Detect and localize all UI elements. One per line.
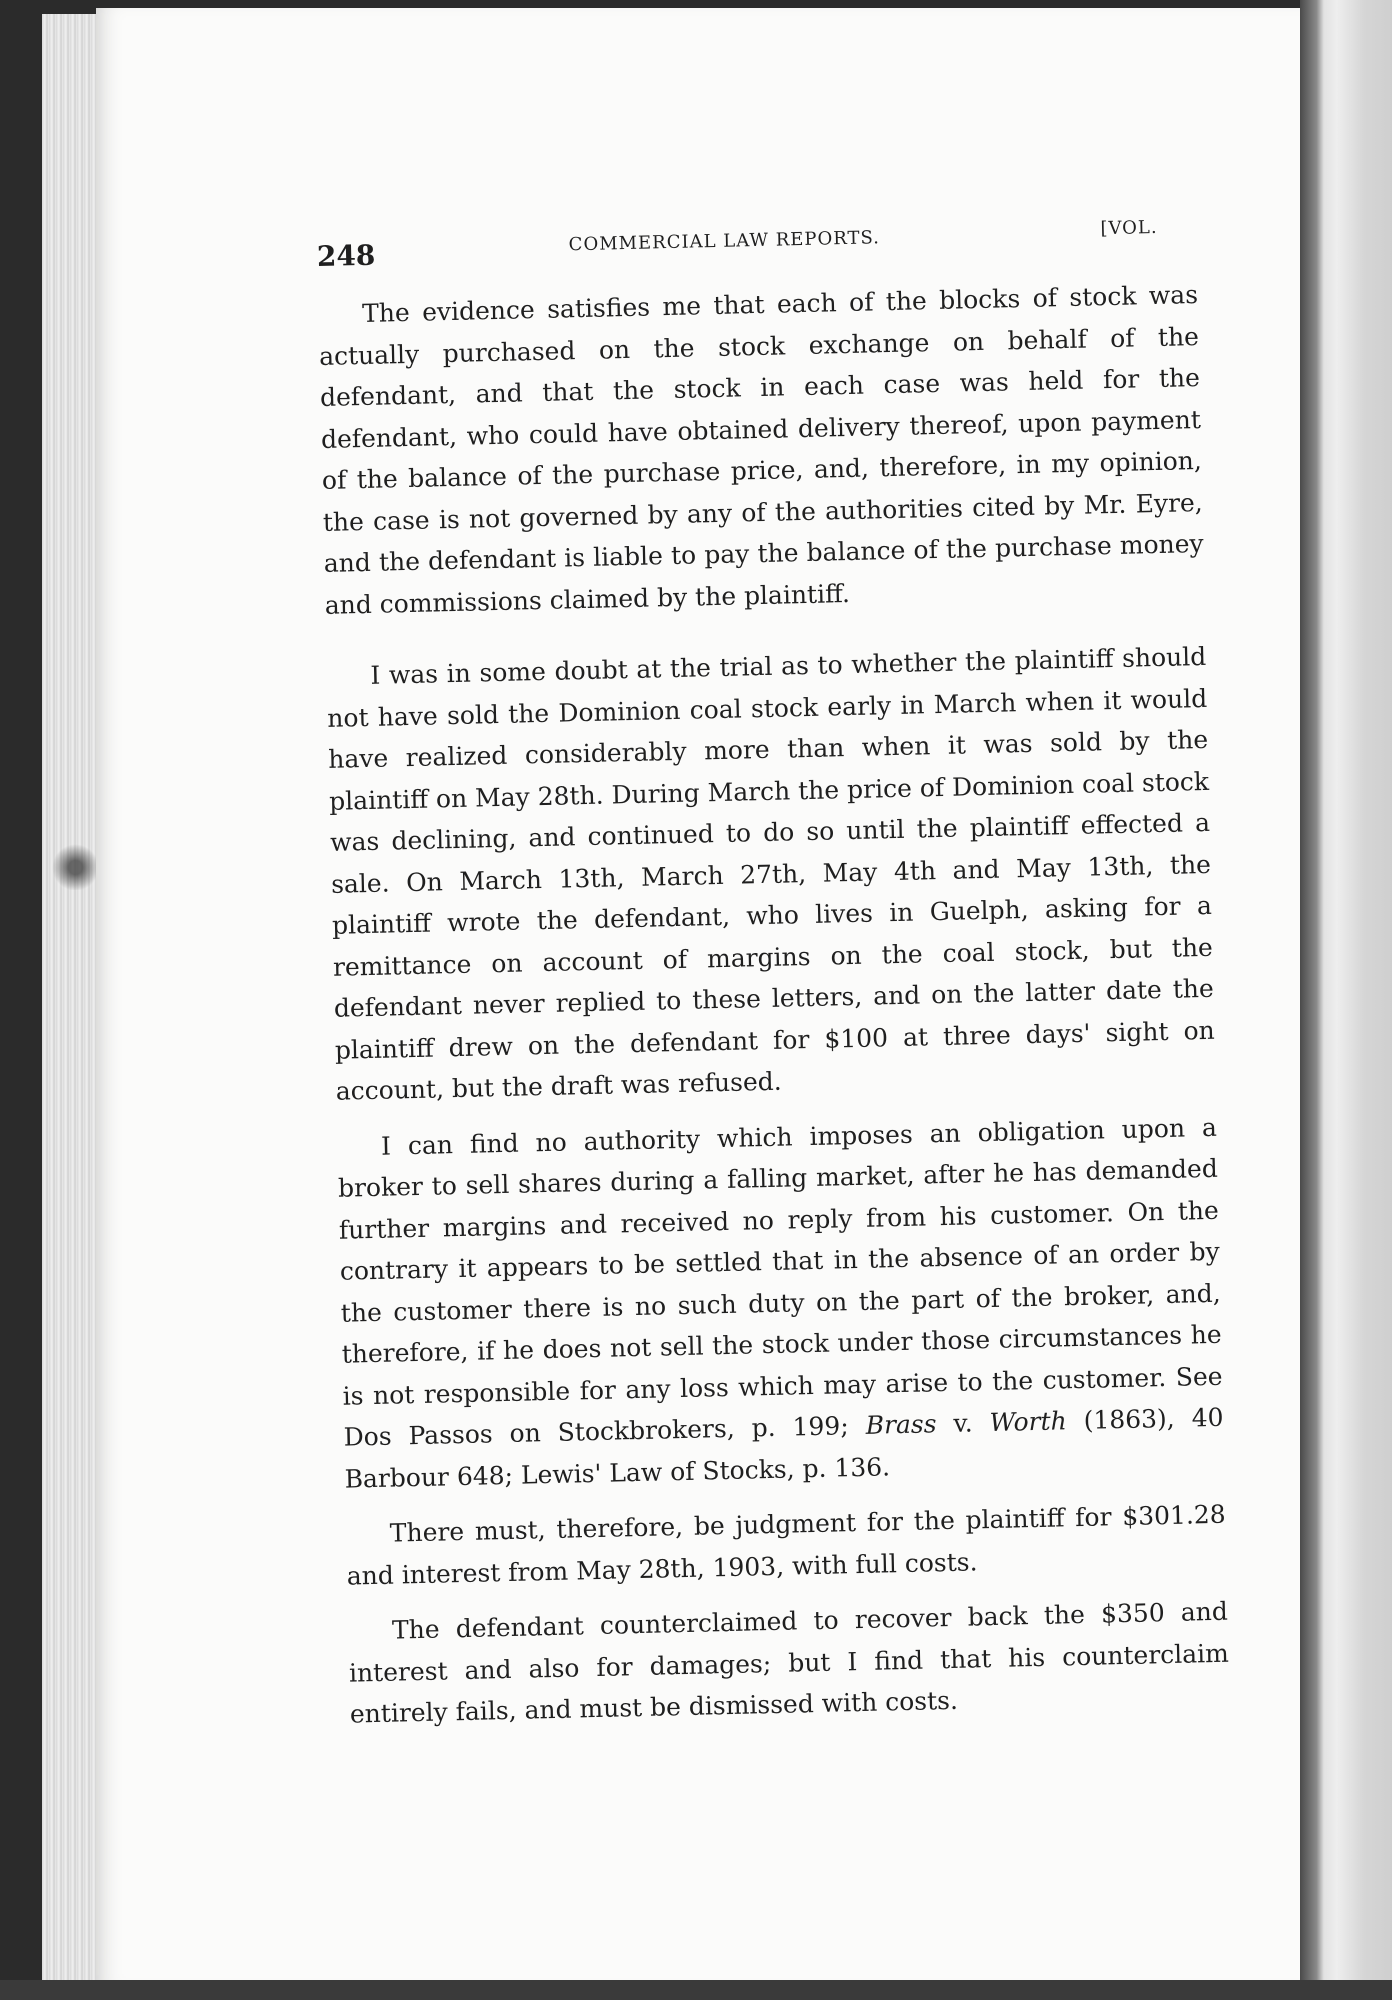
case-name-defendant: Worth [989,1406,1067,1438]
volume-label: [VOL. [1100,216,1158,240]
running-title: COMMERCIAL LAW REPORTS. [568,227,881,256]
paragraph-text: I was in some doubt at the trial as to whether the plaintiff should not have sold the Dominion coal stock early in March when it would have realized considerably more than when it was sold by the plaintiff on May 28th. During March the price of Dominion coal stock was declining, and continued to do so until the plaintiff effected a sale. On March 13th, March 27th, May 4th and May 13th, the plaintiff wrote the defendant, who lives in Guelph, asking for a remittance on account of margins on the coal stock, but the defendant never replied to these letters, and on the latter date the plaintiff drew on the defendant for $100 at three days' sight on account, but the draft was refused. [327,641,1215,1106]
paragraph-trial-doubt [326,636,1216,1112]
page-number: 248 [316,238,376,273]
paragraph-evidence [318,274,1205,626]
paragraph-text: The defendant counterclaimed to recover back the $350 and interest and also for damages; but I find that his counterclaim entirely fails, and must be dismissed with costs. [348,1596,1230,1729]
case-versus: v. [936,1408,990,1439]
page-stack-edge [42,14,102,1989]
text-run: I can find no authority which imposes an obligation upon a broker to sell shares during a falling market, after he has demanded further margins and received no reply from his customer. On the contrary it appears to be settled that in the absence of an order by the customer there is no such duty on the part of the broker, and, therefore, if he does not sell the stock under those circumstances he is not responsible for any loss which may arise to the customer. See Dos Passos on Stockbrokers, p. 199; [337,1112,1223,1452]
scan-bottom-edge [0,1980,1392,2000]
page-content [316,198,1230,1735]
paragraph-text: There must, therefore, be judgment for the plaintiff for $301.28 and interest from May 28th, 1903, with full costs. [346,1499,1226,1591]
paragraph-authority [337,1106,1225,1499]
case-name-plaintiff: Brass [865,1409,937,1440]
paragraph-text: The evidence satisfies me that each of the blocks of stock was actually purchased on the stock exchange on behalf of the defendant, and that the stock in each case was held for the defendant, who could have obtained delivery thereof, upon payment of the balance of the purchase price, and, therefore, in my opinion, the case is not governed by any of the authorities cited by Mr. Eyre, and the defendant is liable to pay the balance of the purchase money and commissions claimed by the plaintiff. [318,280,1204,620]
paragraph-counterclaim [348,1591,1231,1735]
book-right-edge [1300,0,1392,2000]
paragraph-judgment [345,1494,1227,1597]
text-run: (1863), 40 Barbour 648; Lewis' Law of Stocks, p. 136. [344,1402,1224,1494]
paragraph-text [337,1106,1225,1499]
binding-stamp-mark [48,840,98,890]
